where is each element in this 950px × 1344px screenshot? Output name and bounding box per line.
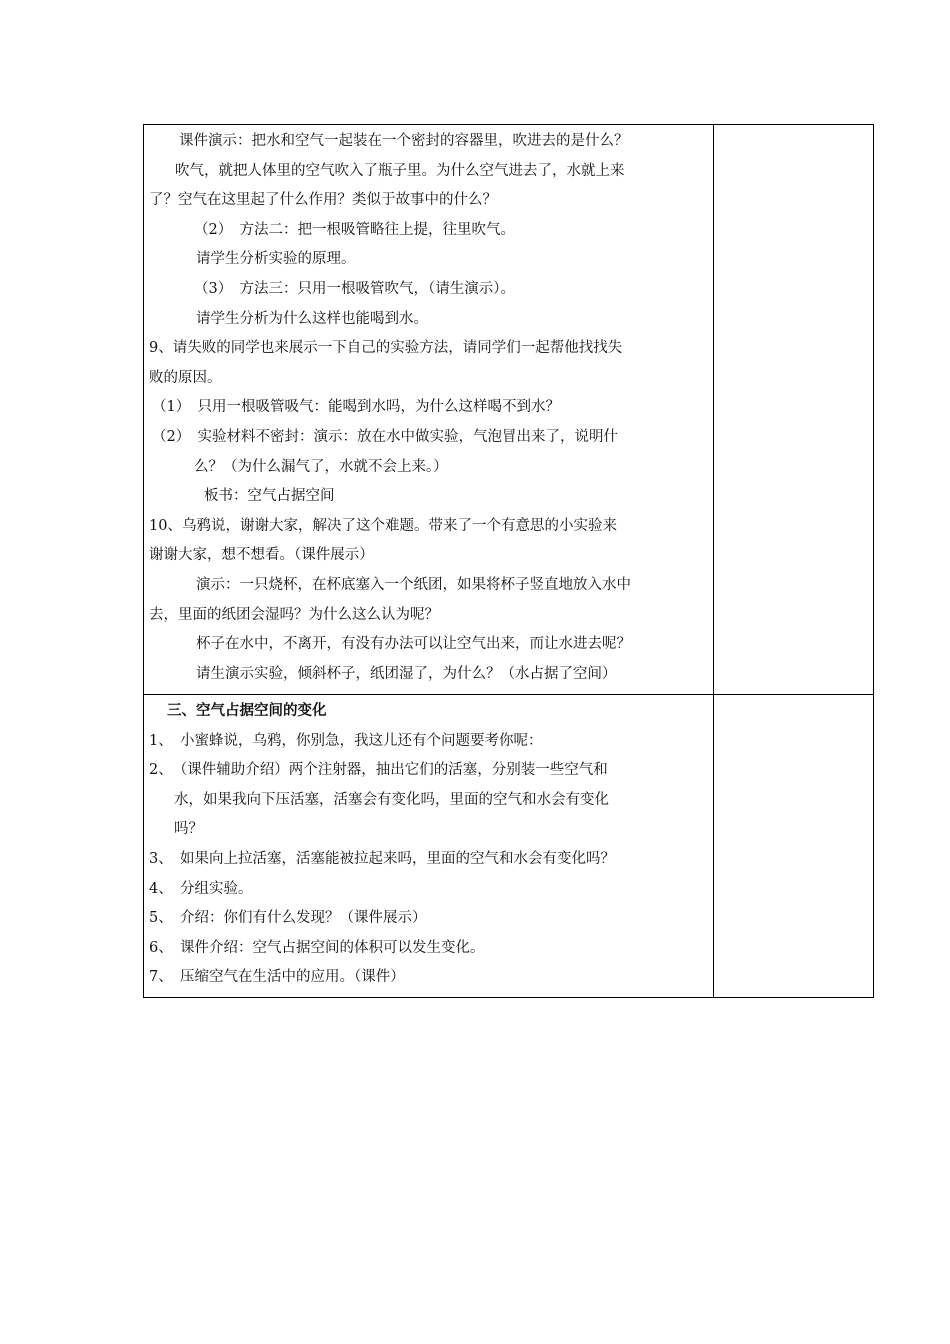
text-line: 么？（为什么漏气了，水就不会上来。） bbox=[194, 458, 448, 475]
list-item-continuation: 吗？ bbox=[174, 821, 203, 838]
table-row bbox=[144, 125, 874, 695]
text-line: （2） 实验材料不密封：演示：放在水中做实验，气泡冒出来了，说明什 bbox=[152, 428, 618, 445]
table-row bbox=[144, 695, 874, 998]
text-line: 请学生分析实验的原理。 bbox=[196, 251, 356, 268]
text-line: 请学生分析为什么这样也能喝到水。 bbox=[196, 310, 428, 327]
text-line: 9、请失败的同学也来展示一下自己的实验方法，请同学们一起帮他找找失 bbox=[149, 340, 623, 357]
list-item: 5、 介绍：你们有什么发现？（课件展示） bbox=[149, 910, 427, 927]
list-item: 7、 压缩空气在生活中的应用。（课件） bbox=[149, 969, 405, 986]
list-item: 4、 分组实验。 bbox=[149, 880, 253, 897]
notes-cell bbox=[714, 695, 874, 998]
notes-cell bbox=[714, 125, 874, 695]
lesson-table bbox=[143, 124, 874, 998]
list-item: 6、 课件介绍：空气占据空间的体积可以发生变化。 bbox=[149, 939, 485, 956]
section-2-content bbox=[144, 695, 713, 993]
list-item-continuation: 水，如果我向下压活塞，活塞会有变化吗，里面的空气和水会有变化 bbox=[174, 791, 609, 808]
text-line: （1） 只用一根吸管吸气：能喝到水吗，为什么这样喝不到水？ bbox=[152, 399, 560, 416]
text-line: 演示：一只烧杯，在杯底塞入一个纸团，如果将杯子竖直地放入水中 bbox=[196, 576, 631, 593]
text-line: 杯子在水中，不离开，有没有办法可以让空气出来，而让水进去呢？ bbox=[196, 636, 631, 653]
text-line: 10、乌鸦说，谢谢大家，解决了这个难题。带来了一个有意思的小实验来 bbox=[149, 517, 617, 534]
list-item: 2、 （课件辅助介绍）两个注射器，抽出它们的活塞，分别装一些空气和 bbox=[149, 762, 608, 779]
text-line: 吹气，就把人体里的空气吹入了瓶子里。为什么空气进去了，水就上来 bbox=[175, 162, 625, 179]
list-item: 3、 如果向上拉活塞，活塞能被拉起来吗，里面的空气和水会有变化吗？ bbox=[149, 850, 615, 867]
section-1-content bbox=[144, 125, 713, 689]
main-content-cell bbox=[144, 125, 714, 695]
section-heading: 三、空气占据空间的变化 bbox=[167, 703, 327, 719]
text-line: 了？空气在这里起了什么作用？类似于故事中的什么？ bbox=[149, 192, 497, 209]
text-line: 谢谢大家，想不想看。（课件展示） bbox=[149, 547, 374, 564]
text-line: 课件演示：把水和空气一起装在一个密封的容器里，吹进去的是什么？ bbox=[179, 133, 629, 149]
text-line: 败的原因。 bbox=[149, 369, 222, 386]
text-line: 请生演示实验，倾斜杯子，纸团湿了，为什么？（水占据了空间） bbox=[196, 665, 617, 682]
text-line: 去，里面的纸团会湿吗？为什么这么认为呢？ bbox=[149, 606, 439, 623]
text-line: （2） 方法二：把一根吸管略往上提，往里吹气。 bbox=[194, 221, 515, 238]
main-content-cell bbox=[144, 695, 714, 998]
text-line: （3） 方法三：只用一根吸管吹气，（请生演示）。 bbox=[194, 280, 515, 297]
board-note: 板书：空气占据空间 bbox=[204, 488, 335, 505]
list-item: 1、 小蜜蜂说，乌鸦，你别急，我这儿还有个问题要考你呢： bbox=[149, 732, 543, 749]
